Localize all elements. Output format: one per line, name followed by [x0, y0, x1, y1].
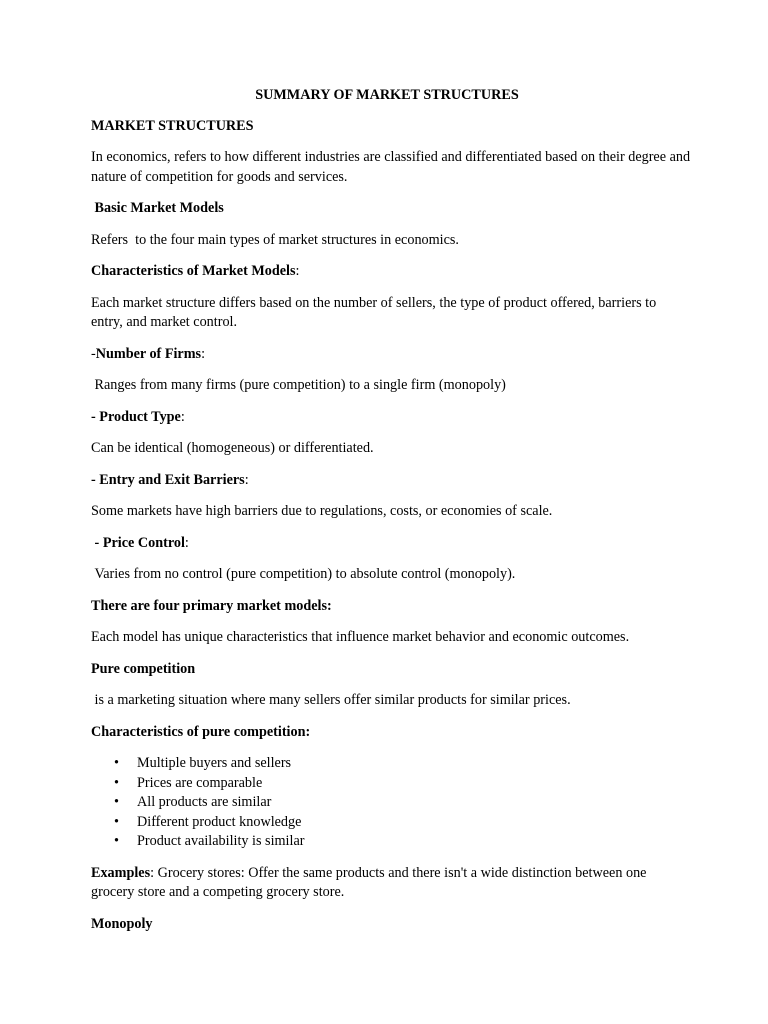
- examples-text: : Grocery stores: Offer the same products and there isn't a wide distinction between one grocery store and a competing grocery store.: [91, 864, 651, 900]
- entry-exit-colon: :: [244, 471, 249, 488]
- list-item: [91, 774, 691, 794]
- heading-entry-exit-barriers: [91, 471, 691, 491]
- product-type-colon: :: [180, 408, 185, 425]
- price-control-paragraph: Varies from no control (pure competition) to absolute control (monopoly).: [91, 566, 516, 582]
- bullet-icon: •: [114, 833, 119, 849]
- list-item: [91, 793, 691, 813]
- heading-basic-market-models: Basic Market Models: [91, 200, 224, 216]
- bullet-icon: •: [114, 813, 119, 830]
- basic-models-paragraph: Refers to the four main types of market structures in economics.: [91, 231, 459, 248]
- list-item: [91, 832, 691, 852]
- bullet-icon: •: [114, 794, 119, 810]
- examples-paragraph: [91, 864, 691, 903]
- heading-monopoly: Monopoly: [91, 915, 153, 932]
- firms-label: Number of Firms: [95, 345, 202, 362]
- heading-pure-competition-characteristics: Characteristics of pure competition:: [91, 723, 311, 740]
- bullet-icon: •: [114, 774, 119, 791]
- firms-colon: :: [201, 345, 206, 362]
- pure-competition-bullet-list: [91, 754, 691, 852]
- document-title: SUMMARY OF MARKET STRUCTURES: [255, 87, 519, 103]
- entry-exit-paragraph: Some markets have high barriers due to regulations, costs, or economies of scale.: [91, 503, 553, 519]
- list-item-text: Prices are comparable: [137, 774, 263, 791]
- heading-number-of-firms: [91, 345, 691, 365]
- heading-market-structures: MARKET STRUCTURES: [91, 117, 254, 134]
- examples-label: Examples: [91, 864, 151, 881]
- intro-paragraph: In economics, refers to how different industries are classified and differentiated based on their degree and nature of competition for goods and services.: [91, 149, 694, 185]
- list-item: [91, 813, 691, 833]
- list-item-text: Product availability is similar: [137, 833, 305, 849]
- product-type-label: - Product Type: [91, 408, 181, 425]
- product-type-paragraph: Can be identical (homogeneous) or differentiated.: [91, 440, 374, 456]
- list-item-text: Multiple buyers and sellers: [137, 755, 292, 771]
- list-item-text: Different product knowledge: [137, 813, 302, 830]
- firms-dash: -: [91, 345, 96, 362]
- firms-paragraph: Ranges from many firms (pure competition) to a single firm (monopoly): [91, 377, 506, 393]
- list-item: [91, 754, 691, 774]
- heading-characteristics-of-market-models: [91, 262, 691, 282]
- list-item-text: All products are similar: [137, 794, 272, 810]
- bullet-icon: •: [114, 755, 119, 771]
- heading-price-control: [91, 534, 691, 554]
- characteristics-label: Characteristics of Market Models: [91, 263, 296, 279]
- price-control-colon: :: [184, 534, 189, 551]
- price-control-label: - Price Control: [91, 534, 185, 551]
- heading-product-type: [91, 408, 691, 428]
- characteristics-colon: :: [295, 263, 300, 279]
- entry-exit-label: - Entry and Exit Barriers: [91, 471, 245, 488]
- document-body: [91, 86, 694, 946]
- pure-competition-paragraph: is a marketing situation where many sellers offer similar products for similar prices.: [91, 692, 571, 708]
- heading-four-primary-models: There are four primary market models:: [91, 597, 332, 614]
- four-models-paragraph: Each model has unique characteristics that influence market behavior and economic outcomes.: [91, 629, 630, 645]
- characteristics-paragraph: Each market structure differs based on the number of sellers, the type of product offered, barriers to entry, and market control.: [91, 294, 660, 330]
- heading-pure-competition: Pure competition: [91, 660, 196, 677]
